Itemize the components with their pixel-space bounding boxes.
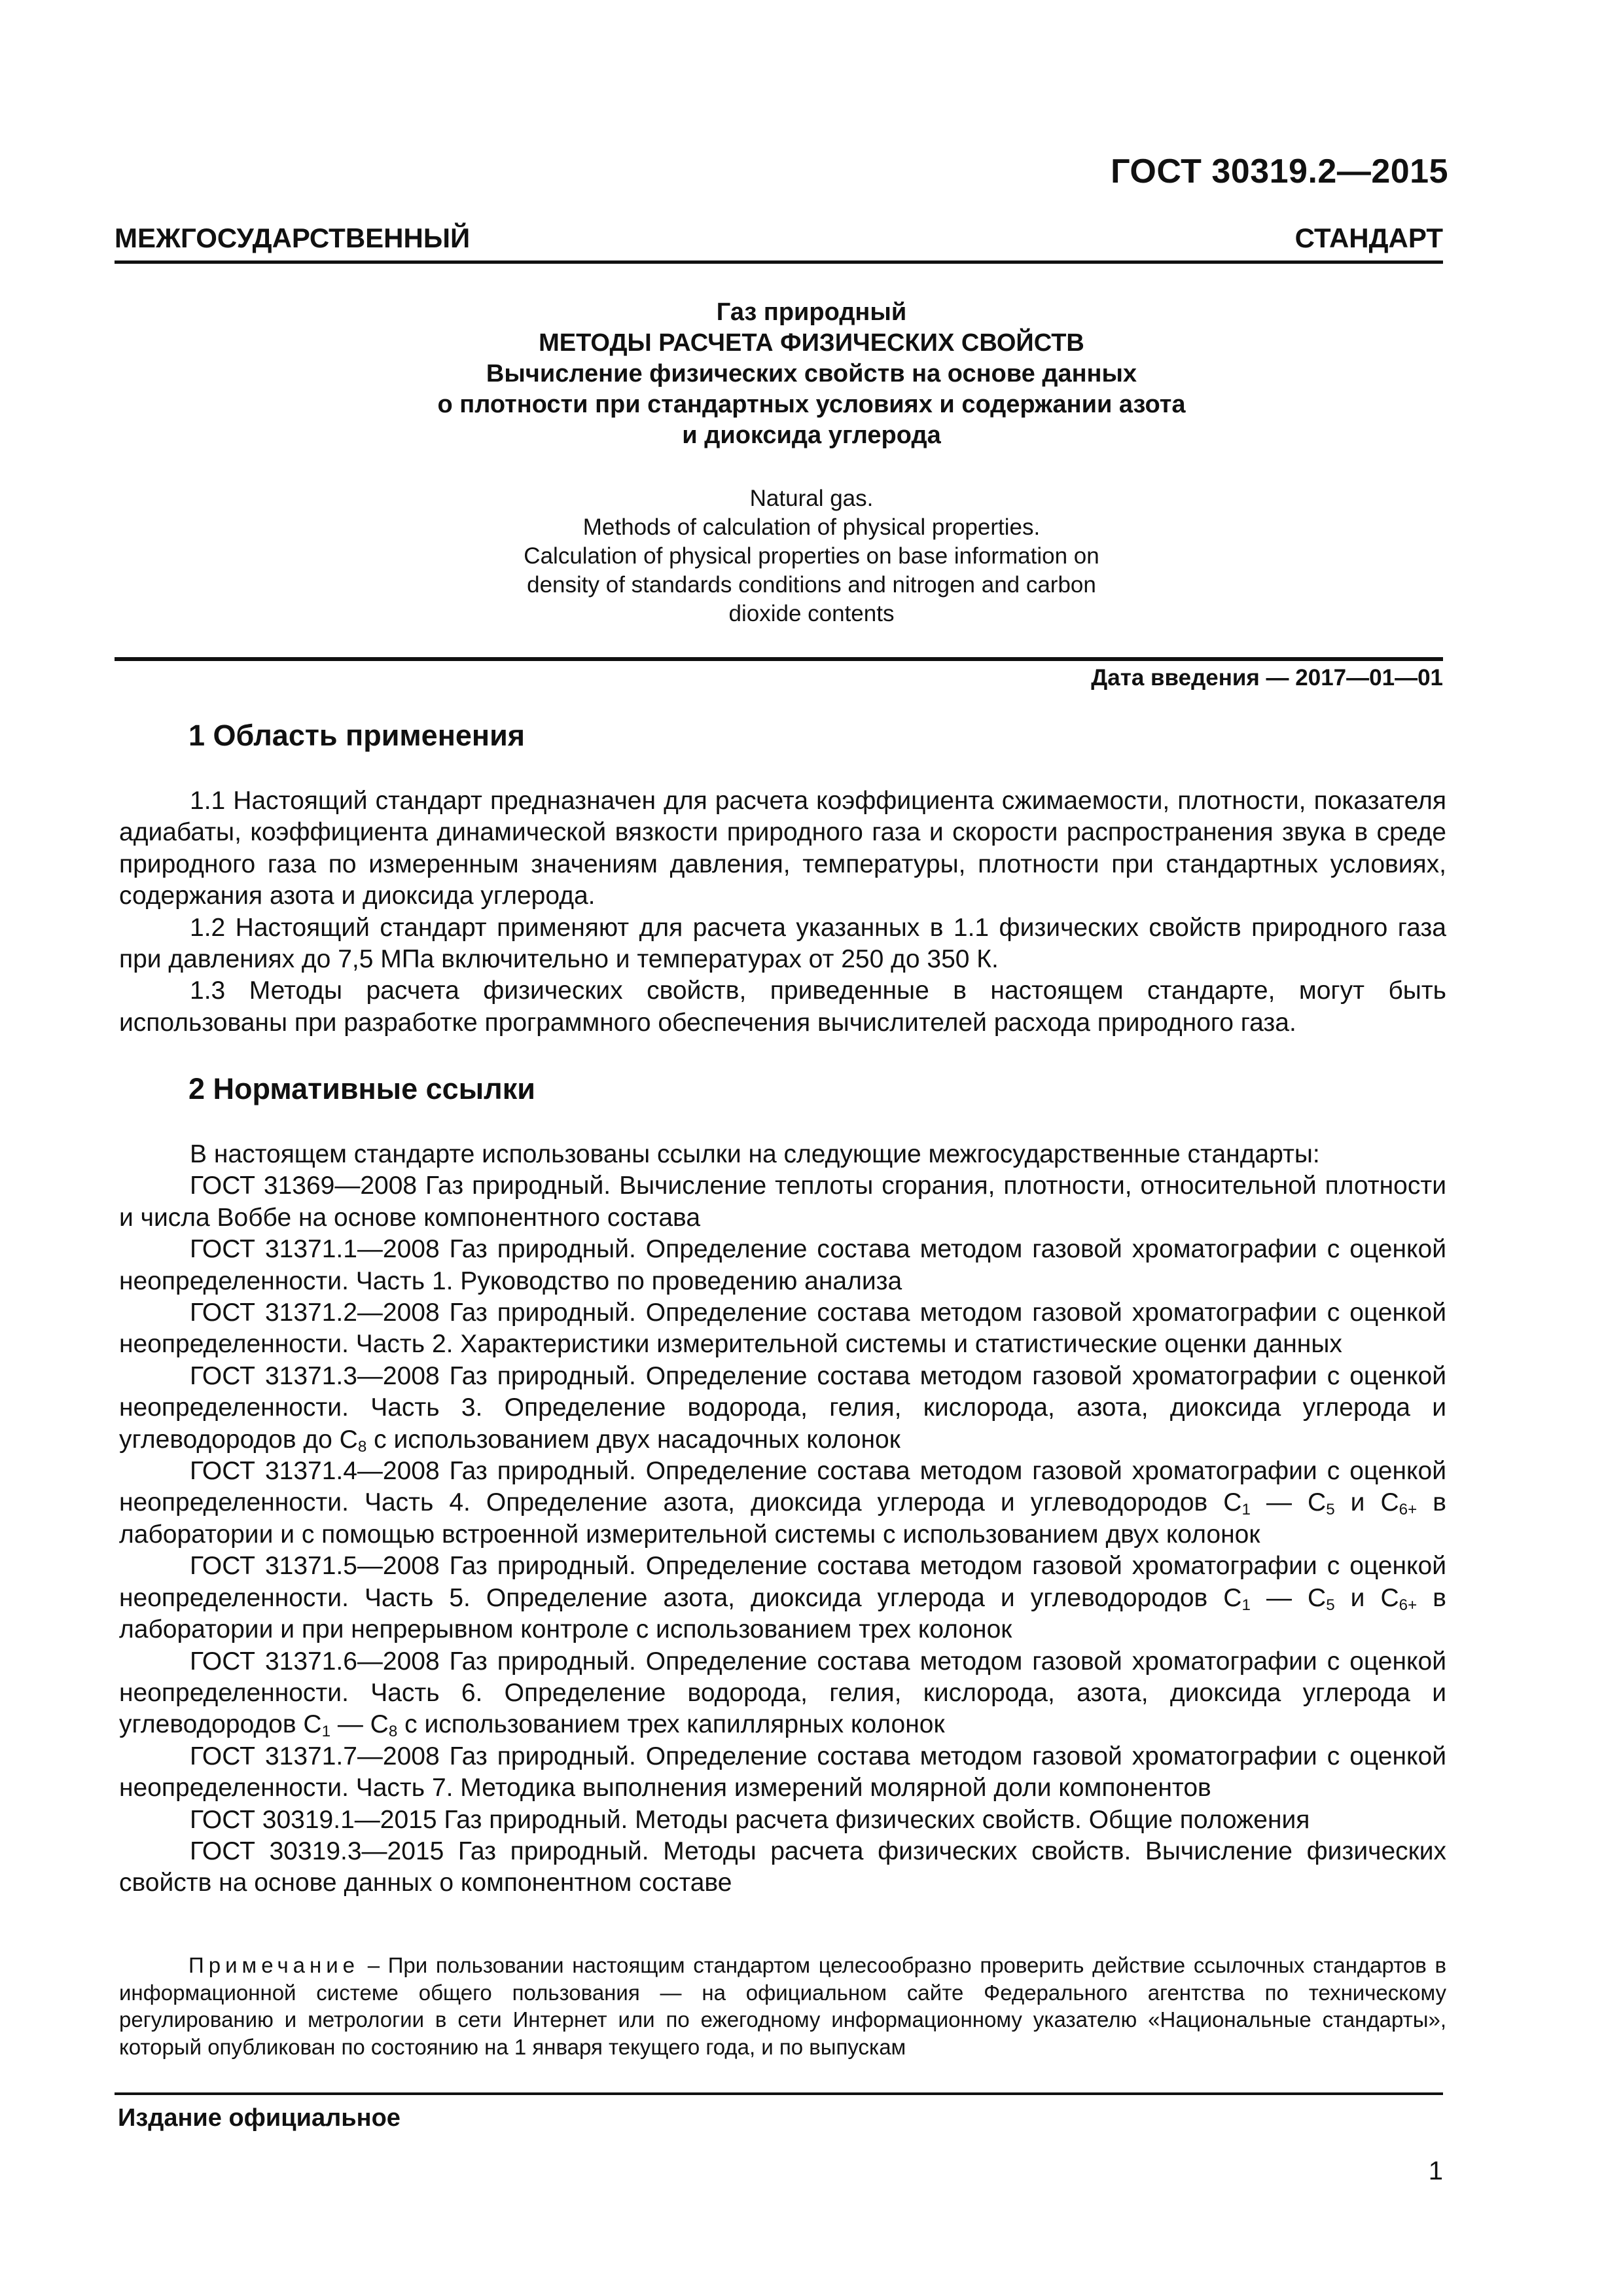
title-en-line: density of standards conditions and nitrogen and carbon: [527, 572, 1096, 598]
paragraph: 1.2 Настоящий стандарт применяют для расчета указанных в 1.1 физических свойств природного газа при давлениях до 7,5 МПа включительно и температурах от 250 до 350 К.: [119, 913, 1446, 974]
subscript: 6+: [1399, 1596, 1418, 1614]
ref-text: ГОСТ 31371.3—2008 Газ природный. Определение состава методом газовой хроматографии с оценкой неопределенности. Часть 3. Определение водорода, гелия, кислорода, азота, диоксида углерода и углеводородов до C: [119, 1361, 1446, 1454]
reference-item: ГОСТ 31369—2008 Газ природный. Вычисление теплоты сгорания, плотности, относительной плотности и числа Воббе на основе компонентного состава: [119, 1172, 1446, 1232]
standard-type-line: [115, 223, 1443, 254]
ref-text: — C: [330, 1710, 389, 1739]
reference-item: ГОСТ 30319.3—2015 Газ природный. Методы расчета физических свойств. Вычисление физических свойств на основе данных о компонентном составе: [119, 1837, 1446, 1897]
paragraph: 1.3 Методы расчета физических свойств, приведенные в настоящем стандарте, могут быть использованы при разработке программного обеспечения вычислителей расхода природного газа.: [119, 977, 1446, 1037]
section-1-body: [119, 785, 1446, 1039]
document-code: ГОСТ 30319.2—2015: [1111, 152, 1448, 190]
reference-item: [119, 1456, 1446, 1551]
subscript: 5: [1326, 1596, 1335, 1614]
title-ru-line: Вычисление физических свойств на основе данных: [486, 360, 1137, 387]
ref-text: в лаборатории и при непрерывном контроле с использованием трех колонок: [119, 1583, 1446, 1644]
reference-item: ГОСТ 31371.1—2008 Газ природный. Определение состава методом газовой хроматографии с оценкой неопределенности. Часть 1. Руководство по проведению анализа: [119, 1235, 1446, 1295]
ref-text: ГОСТ 31371.6—2008 Газ природный. Определение состава методом газовой хроматографии с оценкой неопределенности. Часть 6. Определение водорода, гелия, кислорода, азота, диоксида углерода и углеводородов C: [119, 1647, 1446, 1739]
ref-text: — C: [1250, 1488, 1327, 1517]
section-2-heading: 2 Нормативные ссылки: [188, 1072, 535, 1105]
introduction-date: Дата введения — 2017—01—01: [1091, 665, 1443, 691]
section-1-heading: 1 Область применения: [188, 719, 526, 752]
subscript: 1: [1241, 1596, 1251, 1614]
footer-rule: [115, 2092, 1443, 2095]
title-en-line: Calculation of physical properties on base information on: [524, 543, 1099, 569]
ref-text: с использованием трех капиллярных колонок: [397, 1710, 945, 1739]
standard-type-word2: СТАНДАРТ: [1294, 223, 1443, 253]
subscript: 1: [321, 1723, 331, 1741]
subscript: 6+: [1399, 1501, 1418, 1519]
title-en-line: Natural gas.: [749, 486, 874, 511]
ref-text: ГОСТ 31371.5—2008 Газ природный. Определение состава методом газовой хроматографии с оценкой неопределенности. Часть 5. Определение азота, диоксида углерода и углеводородов C: [119, 1552, 1446, 1612]
reference-item: [119, 1361, 1446, 1456]
subscript: 5: [1326, 1501, 1335, 1519]
ref-text: в лаборатории и с помощью встроенной измерительной системы с использованием двух колонок: [119, 1488, 1446, 1549]
edition-label: Издание официальное: [118, 2104, 401, 2132]
paragraph: 1.1 Настоящий стандарт предназначен для расчета коэффициента сжимаемости, плотности, показателя адиабаты, коэффициента динамической вязкости природного газа и скорости распространения звука в среде природного газа по измеренным значениям давления, температуры, плотности при стандартных условиях, содержания азота и диоксида углерода.: [119, 787, 1446, 910]
title-rule: [115, 657, 1443, 661]
title-ru-line: МЕТОДЫ РАСЧЕТА ФИЗИЧЕСКИХ СВОЙСТВ: [539, 329, 1084, 357]
reference-item: ГОСТ 31371.2—2008 Газ природный. Определение состава методом газовой хроматографии с оценкой неопределенности. Часть 2. Характеристики измерительной системы и статистические оценки данных: [119, 1299, 1446, 1359]
ref-text: ГОСТ 31371.4—2008 Газ природный. Определение состава методом газовой хроматографии с оценкой неопределенности. Часть 4. Определение азота, диоксида углерода и углеводородов C: [119, 1457, 1446, 1517]
subscript: 8: [388, 1723, 398, 1741]
reference-item: [119, 1646, 1446, 1741]
ref-text: — C: [1250, 1583, 1327, 1612]
note: [119, 1952, 1446, 2060]
title-english: [0, 484, 1623, 628]
reference-item: ГОСТ 31371.7—2008 Газ природный. Определение состава методом газовой хроматографии с оценкой неопределенности. Часть 7. Методика выполнения измерений молярной доли компонентов: [119, 1742, 1446, 1803]
title-ru-line: и диоксида углерода: [682, 422, 941, 449]
header-rule: [115, 260, 1443, 264]
subscript: 1: [1241, 1501, 1251, 1519]
page-number: 1: [1428, 2157, 1443, 2185]
ref-text: и C: [1334, 1583, 1399, 1612]
section-2-body: [119, 1139, 1446, 1899]
title-ru-line: о плотности при стандартных условиях и содержании азота: [437, 391, 1186, 418]
title-russian: [0, 297, 1623, 451]
note-text: – При пользовании настоящим стандартом целесообразно проверить действие ссылочных стандартов в информационной системе общего пользования — на официальном сайте Федерального агентства по техническому регулированию и метрологии в сети Интернет или по ежегодному информационному указателю «Национальные стандарты», который опубликован по состоянию на 1 января текущего года, и по выпускам: [119, 1953, 1446, 2059]
standard-type-word1: МЕЖГОСУДАРСТВЕННЫЙ: [115, 223, 471, 253]
title-en-line: dioxide contents: [728, 601, 895, 626]
reference-item: ГОСТ 30319.1—2015 Газ природный. Методы расчета физических свойств. Общие положения: [190, 1805, 1310, 1834]
title-en-line: Methods of calculation of physical properties.: [582, 514, 1041, 540]
ref-text: с использованием двух насадочных колонок: [366, 1425, 901, 1454]
note-label: Примечание: [188, 1953, 360, 1977]
subscript: 8: [357, 1437, 367, 1456]
ref-text: и C: [1334, 1488, 1399, 1517]
reference-item: [119, 1551, 1446, 1645]
title-ru-line: Газ природный: [716, 298, 907, 326]
paragraph: В настоящем стандарте использованы ссылки на следующие межгосударственные стандарты:: [190, 1140, 1320, 1168]
